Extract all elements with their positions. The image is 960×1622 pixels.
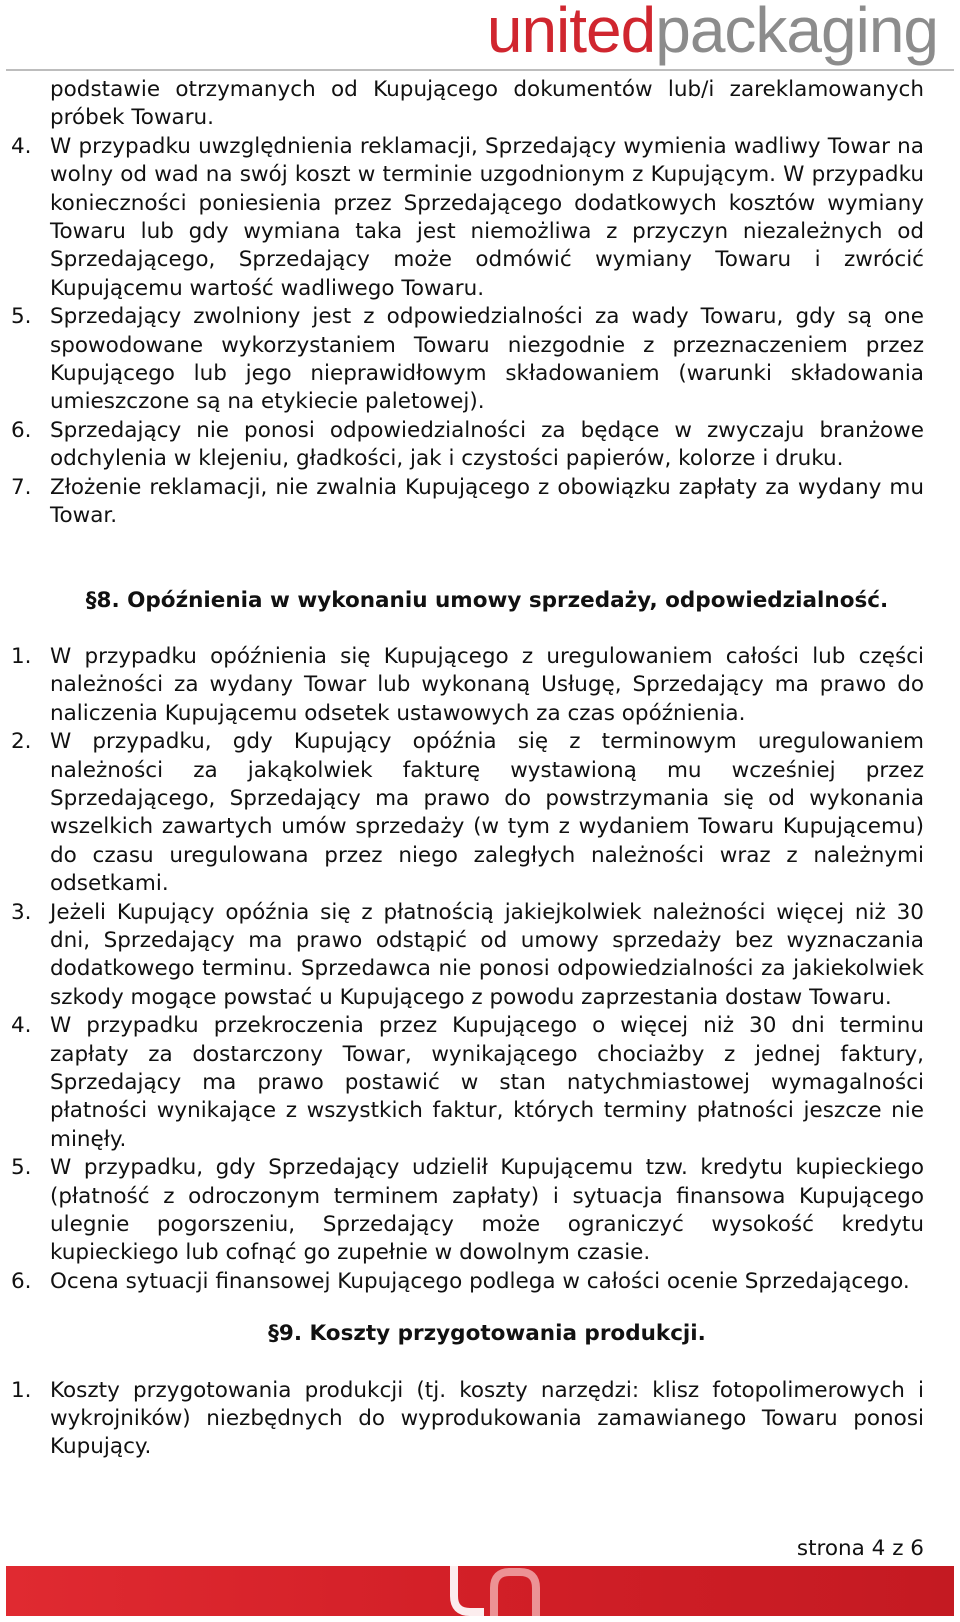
page-number: strona 4 z 6 xyxy=(796,1536,924,1561)
item-number: 3. xyxy=(11,899,32,925)
item-text: Jeżeli Kupujący opóźnia się z płatnością jakiejkolwiek należności więcej niż 30 dni, Sprzedający ma prawo odstąpić od umowy sprzedaży bez wyznaczania dodatkowego terminu. Sprzedawca nie ponosi odpowiedzialności za jakiekolwiek szkody mogące powstać u Kupującego z powodu zaprzestania dostaw Towaru. xyxy=(50,899,924,1010)
logo-united-text: united xyxy=(486,0,656,66)
footer-bar xyxy=(6,1566,954,1616)
list-item xyxy=(0,1012,960,1154)
section9-list xyxy=(0,1377,960,1462)
company-logo xyxy=(487,0,938,66)
item-number: 6. xyxy=(11,417,32,443)
section9-heading: §9. Koszty przygotowania produkcji. xyxy=(268,1321,706,1347)
item-text: W przypadku uwzględnienia reklamacji, Sprzedający wymienia wadliwy Towar na wolny od wad na swój koszt w terminie uzgodnionym z Kupującym. W przypadku konieczności poniesienia przez Sprzedającego dodatkowych kosztów wymiany Towaru lub gdy wymiana taka jest niemożliwa z przyczyn niezależnych od Sprzedającego, Sprzedający może odmówić wymiany Towaru i zwrócić Kupującemu wartość wadliwego Towaru. xyxy=(50,133,924,301)
section8-heading: §8. Opóźnienia w wykonaniu umowy sprzedaży, odpowiedzialność. xyxy=(85,587,889,613)
page-header xyxy=(0,0,960,72)
list-item xyxy=(0,728,960,898)
item-number: 4. xyxy=(11,133,32,159)
continued-paragraph: podstawie otrzymanych od Kupującego dokumentów lub/i zareklamowanych próbek Towaru. xyxy=(50,77,924,131)
list-item xyxy=(0,417,960,474)
list-item xyxy=(0,899,960,1013)
item-text: Sprzedający zwolniony jest z odpowiedzialności za wady Towaru, gdy są one spowodowane wykorzystaniem Towaru niezgodnie z przeznaczeniem przez Kupującego lub jego nieprawidłowym składowaniem (warunki składowania umieszczone są na etykiecie paletowej). xyxy=(50,304,924,415)
item-number: 6. xyxy=(11,1268,32,1294)
item-number: 5. xyxy=(11,304,32,330)
item-text: Złożenie reklamacji, nie zwalnia Kupującego z obowiązku zapłaty za wydany mu Towar. xyxy=(50,474,924,529)
section8-list xyxy=(0,643,960,1296)
item-number: 1. xyxy=(11,643,32,669)
list-item xyxy=(0,1154,960,1268)
document-body xyxy=(0,76,960,1462)
list-item xyxy=(0,303,960,417)
item-text: Sprzedający nie ponosi odpowiedzialności za będące w zwyczaju branżowe odchylenia w klejeniu, gładkości, jak i czystości papierów, kolorze i druku. xyxy=(50,417,924,472)
item-text: W przypadku przekroczenia przez Kupującego o więcej niż 30 dni terminu zapłaty za dostarczony Towar, wynikającego chociażby z jednej faktury, Sprzedający ma prawo postawić w stan natychmiastowej wymagalności płatności wynikające z wszystkich faktur, których terminy płatności jeszcze nie minęły. xyxy=(50,1013,924,1152)
list-item xyxy=(0,133,960,303)
item-number: 5. xyxy=(11,1155,32,1181)
footer-logo-icon xyxy=(436,1566,556,1616)
list-item xyxy=(0,1377,960,1462)
list-item xyxy=(0,1268,960,1296)
item-text: W przypadku, gdy Kupujący opóźnia się z terminowym uregulowaniem należności za jakąkolwiek fakturę wystawioną mu wcześniej przez Sprzedającego, Sprzedający ma prawo do powstrzymania się od wykonania wszelkich zawartych umów sprzedaży (w tym z wydaniem Towaru Kupującemu) do czasu uregulowana przez niego zaległych należności wraz z należnymi odsetkami. xyxy=(50,729,924,897)
section7-list xyxy=(0,133,960,531)
item-number: 4. xyxy=(11,1013,32,1039)
item-number: 1. xyxy=(11,1377,32,1403)
item-text: W przypadku opóźnienia się Kupującego z uregulowaniem całości lub części należności za wydany Towar lub wykonaną Usługę, Sprzedający ma prawo do naliczenia Kupującemu odsetek ustawowych za czas opóźnienia. xyxy=(50,643,924,726)
list-item xyxy=(0,474,960,531)
item-text: Koszty przygotowania produkcji (tj. koszty narzędzi: klisz fotopolimerowych i wykrojników) niezbędnych do wyprodukowania zamawianego Towaru ponosi Kupujący. xyxy=(50,1377,924,1460)
item-number: 2. xyxy=(11,729,32,755)
item-text: Ocena sytuacji finansowej Kupującego podlega w całości ocenie Sprzedającego. xyxy=(50,1268,910,1294)
header-divider xyxy=(6,69,954,71)
list-item xyxy=(0,643,960,728)
item-number: 7. xyxy=(11,474,32,500)
logo-packaging-text: packaging xyxy=(655,0,938,66)
item-text: W przypadku, gdy Sprzedający udzielił Kupującemu tzw. kredytu kupieckiego (płatność z odroczonym terminem zapłaty) i sytuacja finansowa Kupującego ulegnie pogorszeniu, Sprzedający może ograniczyć wysokość kredytu kupieckiego lub cofnąć go zupełnie w dowolnym czasie. xyxy=(50,1155,924,1266)
